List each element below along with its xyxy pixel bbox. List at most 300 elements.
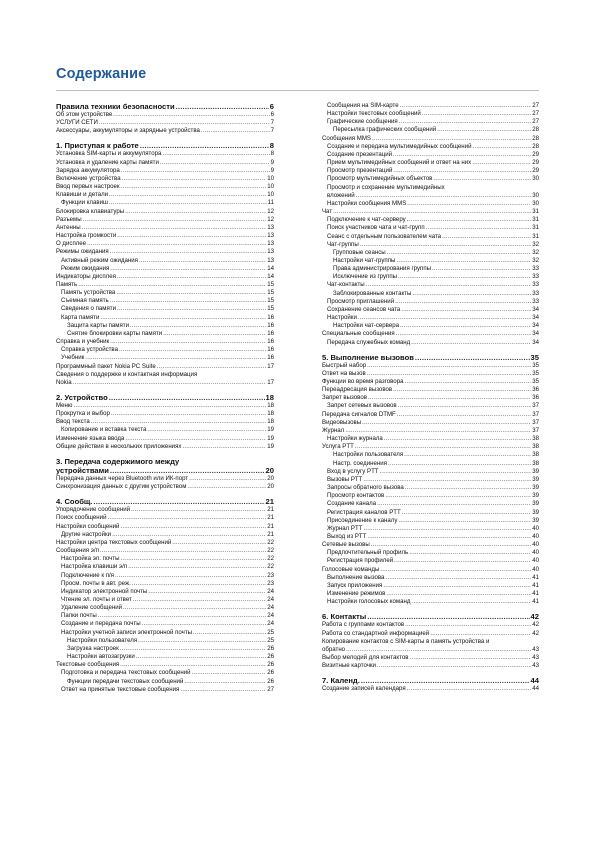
dot-leader xyxy=(396,257,531,265)
toc-page-number: 16 xyxy=(267,354,274,362)
dot-leader xyxy=(407,685,532,693)
toc-entry-title: Режим ожидания xyxy=(61,264,110,272)
dot-leader xyxy=(367,362,531,370)
dot-leader xyxy=(193,629,266,637)
toc-entry[interactable] xyxy=(322,370,539,378)
toc-entry[interactable] xyxy=(322,685,539,693)
toc-entry[interactable] xyxy=(322,290,539,298)
dot-leader xyxy=(187,483,266,491)
toc-page-number: 40 xyxy=(532,541,539,549)
toc-entry[interactable] xyxy=(322,159,539,167)
toc-entry-title: Справка и учебник xyxy=(56,338,110,346)
toc-entry[interactable] xyxy=(56,620,274,628)
toc-entry[interactable] xyxy=(56,483,274,491)
dot-leader xyxy=(119,346,266,354)
toc-page-number: 13 xyxy=(267,223,274,231)
toc-entry[interactable] xyxy=(322,257,539,265)
toc-entry-title: Настройки учетной записи электронной почты xyxy=(61,628,192,636)
toc-entry[interactable] xyxy=(322,533,539,541)
toc-entry[interactable] xyxy=(322,265,539,273)
toc-page-number: 24 xyxy=(267,604,274,612)
toc-entry[interactable] xyxy=(56,539,274,547)
toc-entry-title: Исключение из группы xyxy=(333,273,398,281)
toc-entry[interactable] xyxy=(322,427,539,435)
toc-entry[interactable] xyxy=(56,426,274,434)
dot-leader xyxy=(128,563,266,571)
toc-entry[interactable] xyxy=(322,509,539,517)
toc-page-number: 30 xyxy=(532,199,539,207)
toc-page-number: 20 xyxy=(267,474,274,482)
dot-leader xyxy=(121,167,270,175)
toc-page-number: 14 xyxy=(267,272,274,280)
toc-entry-title: Ответ на принятые текстовые сообщения xyxy=(61,685,180,693)
dot-leader xyxy=(122,175,267,183)
toc-entry[interactable] xyxy=(56,338,274,346)
toc-entry[interactable] xyxy=(56,629,274,637)
toc-entry[interactable] xyxy=(322,549,539,557)
toc-entry-title: Права администрирования группы xyxy=(333,265,432,273)
toc-entry-title: Предпочтительный профиль xyxy=(327,549,409,557)
toc-page-number: 27 xyxy=(532,102,539,109)
toc-entry[interactable] xyxy=(322,233,539,241)
toc-page-number: 22 xyxy=(267,555,274,563)
dot-leader xyxy=(138,637,266,645)
page-title: Содержание xyxy=(56,66,147,82)
toc-entry[interactable] xyxy=(322,322,539,330)
dot-leader xyxy=(130,322,266,330)
toc-entry[interactable] xyxy=(322,566,539,574)
toc-page-number: 39 xyxy=(532,500,539,508)
toc-entry-title: Сообщения MMS xyxy=(322,134,371,142)
toc-entry[interactable] xyxy=(322,443,539,451)
toc-entry-title: Индикаторы дисплея xyxy=(56,272,116,280)
toc-entry[interactable] xyxy=(322,590,539,598)
dot-leader xyxy=(426,224,532,232)
dot-leader xyxy=(422,110,531,118)
toc-entry-title: Просмотр мультимедийных объектов xyxy=(327,175,433,183)
dot-leader xyxy=(394,557,531,565)
toc-entry-title: Изменение языка ввода xyxy=(56,434,125,442)
toc-entry[interactable] xyxy=(56,281,274,289)
toc-entry[interactable] xyxy=(322,638,539,654)
toc-entry[interactable] xyxy=(322,411,539,419)
toc-entry-title: Просмотр контактов xyxy=(327,492,385,500)
toc-chapter-entry[interactable] xyxy=(56,141,274,150)
dot-leader xyxy=(385,574,531,582)
dot-leader xyxy=(109,393,265,402)
toc-entry[interactable] xyxy=(322,525,539,533)
toc-chapter-entry[interactable] xyxy=(322,676,539,685)
dot-leader xyxy=(131,506,266,514)
toc-entry[interactable] xyxy=(56,435,274,443)
toc-entry[interactable] xyxy=(56,410,274,418)
dot-leader xyxy=(73,402,266,410)
toc-entry[interactable] xyxy=(56,645,274,653)
dot-leader xyxy=(368,394,531,402)
toc-entry-title: 7. Календ. xyxy=(322,676,360,686)
toc-entry[interactable] xyxy=(56,232,274,240)
dot-leader xyxy=(411,598,531,606)
toc-entry-title: Синхронизация данных с другим устройством xyxy=(56,483,187,491)
toc-entry[interactable] xyxy=(322,273,539,281)
toc-entry-title: Настройка эл. почты xyxy=(61,555,120,563)
toc-entry[interactable] xyxy=(322,378,539,386)
toc-entry-title: Голосовые команды xyxy=(322,565,380,573)
dot-leader xyxy=(110,338,266,346)
toc-entry[interactable] xyxy=(56,637,274,645)
toc-entry-title: Сеанс с отдельным пользователем чата xyxy=(327,232,442,240)
toc-entry[interactable] xyxy=(56,167,274,175)
dot-leader xyxy=(163,330,266,338)
toc-entry[interactable] xyxy=(56,305,274,313)
toc-entry[interactable] xyxy=(322,126,539,134)
dot-leader xyxy=(356,192,532,200)
dot-leader xyxy=(91,418,266,426)
dot-leader xyxy=(361,676,530,685)
toc-page-number: 17 xyxy=(267,378,274,386)
toc-entry-title: Ввод первых настроек xyxy=(56,183,120,191)
toc-entry[interactable] xyxy=(322,621,539,629)
toc-entry-title: Выбор мелодий для контактов xyxy=(322,654,409,661)
toc-entry[interactable] xyxy=(56,418,274,426)
toc-entry[interactable] xyxy=(322,476,539,484)
toc-chapter-entry[interactable] xyxy=(56,102,274,111)
toc-entry[interactable] xyxy=(322,460,539,468)
toc-page-number: 7 xyxy=(270,127,274,135)
toc-entry-title: 6. Контакты xyxy=(322,612,367,622)
toc-entry-title: Сообщения э/п xyxy=(56,547,99,555)
toc-column-left xyxy=(56,102,274,694)
dot-leader xyxy=(380,566,531,574)
toc-entry[interactable] xyxy=(56,580,274,588)
toc-page-number: 37 xyxy=(532,410,539,418)
dot-leader xyxy=(442,233,531,241)
toc-page-number: 12 xyxy=(267,215,274,223)
toc-entry[interactable] xyxy=(322,135,539,143)
dot-leader xyxy=(78,281,266,289)
toc-entry[interactable] xyxy=(322,582,539,590)
toc-entry[interactable] xyxy=(56,475,274,483)
toc-entry[interactable] xyxy=(322,500,539,508)
toc-page-number: 41 xyxy=(532,590,539,598)
dot-leader xyxy=(120,523,266,531)
toc-entry[interactable] xyxy=(56,150,274,158)
toc-entry[interactable] xyxy=(56,346,274,354)
toc-entry[interactable] xyxy=(56,686,274,694)
toc-entry-title: Индикатор электронной почты xyxy=(61,587,148,595)
toc-entry[interactable] xyxy=(322,167,539,175)
dot-leader xyxy=(399,118,532,126)
toc-entry[interactable] xyxy=(322,484,539,492)
toc-entry[interactable] xyxy=(56,523,274,531)
dot-leader xyxy=(176,102,269,111)
dot-leader xyxy=(116,289,266,297)
toc-entry[interactable] xyxy=(56,111,274,119)
toc-page-number: 8 xyxy=(269,141,274,151)
toc-page-number: 24 xyxy=(267,612,274,620)
toc-entry[interactable] xyxy=(56,265,274,273)
toc-page-number: 18 xyxy=(265,393,274,402)
toc-entry-title: Удаление сообщений xyxy=(61,604,123,612)
toc-entry-title: Настройки автозагрузки xyxy=(67,653,135,661)
toc-entry[interactable] xyxy=(56,314,274,322)
toc-entry-title: Создание записей календаря xyxy=(322,685,406,693)
toc-entry[interactable] xyxy=(322,394,539,402)
toc-entry-title: Подключение к п/я xyxy=(61,571,114,579)
dot-leader xyxy=(400,102,532,110)
toc-entry[interactable] xyxy=(56,443,274,451)
toc-chapter-entry[interactable] xyxy=(56,497,274,506)
dot-leader xyxy=(387,249,532,257)
toc-entry[interactable] xyxy=(56,661,274,669)
toc-entry[interactable] xyxy=(56,371,274,387)
toc-entry[interactable] xyxy=(56,555,274,563)
title-divider xyxy=(56,90,539,91)
toc-entry[interactable] xyxy=(322,216,539,224)
toc-entry-title: Блокировка клавиатуры xyxy=(56,207,125,215)
toc-page-number: 23 xyxy=(267,571,274,579)
toc-entry[interactable] xyxy=(56,224,274,232)
toc-page-number: 26 xyxy=(267,677,274,685)
dot-leader xyxy=(160,159,270,167)
toc-entry[interactable] xyxy=(56,330,274,338)
toc-entry-title: Настройки чат-сервера xyxy=(333,322,399,330)
toc-entry-title: Настройка громкости xyxy=(56,232,117,240)
toc-entry[interactable] xyxy=(322,402,539,410)
toc-entry[interactable] xyxy=(56,547,274,555)
toc-entry[interactable] xyxy=(322,662,539,670)
toc-entry[interactable] xyxy=(322,184,539,200)
toc-entry-title: Услуга PTT xyxy=(322,443,354,451)
toc-entry[interactable] xyxy=(56,363,274,371)
dot-leader xyxy=(432,265,531,273)
toc-entry[interactable] xyxy=(322,386,539,394)
toc-entry[interactable] xyxy=(322,517,539,525)
toc-entry-title: Ответ на вызов xyxy=(322,369,366,377)
toc-chapter-entry[interactable] xyxy=(322,612,539,621)
toc-entry-title: Сетевые вызовы xyxy=(322,541,370,549)
toc-entry[interactable] xyxy=(56,588,274,596)
dot-leader xyxy=(201,127,270,135)
dot-leader xyxy=(355,443,531,451)
toc-entry[interactable] xyxy=(322,224,539,232)
toc-entry-title: 3. Передача содержимого между xyxy=(56,456,180,466)
dot-leader xyxy=(407,216,532,224)
toc-entry-title: Режимы ожидания xyxy=(56,248,109,256)
toc-entry[interactable] xyxy=(56,604,274,612)
dot-leader xyxy=(107,514,266,522)
toc-entry-title: Переадресация вызовов xyxy=(322,386,393,394)
toc-entry[interactable] xyxy=(322,330,539,338)
toc-entry[interactable] xyxy=(56,175,274,183)
toc-entry[interactable] xyxy=(56,322,274,330)
toc-entry[interactable] xyxy=(322,654,539,662)
toc-page-number: 38 xyxy=(532,451,539,459)
toc-entry-title: Другие настройки xyxy=(61,530,112,538)
toc-entry-title: Визитные карточки xyxy=(322,662,376,670)
toc-page-number: 27 xyxy=(267,685,274,693)
toc-entry-title: Функции во время разговора xyxy=(322,378,404,385)
toc-entry[interactable] xyxy=(322,208,539,216)
toc-entry-title: Настр. соединения xyxy=(333,459,387,467)
dot-leader xyxy=(388,460,531,468)
toc-page-number: 39 xyxy=(532,475,539,483)
toc-entry[interactable] xyxy=(322,298,539,306)
toc-entry-title: Программный пакет Nokia PC Suite xyxy=(56,362,156,370)
toc-entry-title: Групповые сеансы xyxy=(333,248,386,256)
dot-leader xyxy=(393,386,531,394)
toc-entry-title: Прокрутка и выбор xyxy=(56,410,110,418)
toc-entry-title: Быстрый набор xyxy=(322,361,367,369)
dot-leader xyxy=(100,547,266,555)
toc-page-number: 38 xyxy=(532,459,539,467)
dot-leader xyxy=(110,297,267,305)
toc-entry[interactable] xyxy=(322,249,539,257)
toc-entry[interactable] xyxy=(322,362,539,370)
toc-entry[interactable] xyxy=(322,630,539,638)
toc-page-number: 40 xyxy=(532,557,539,565)
toc-entry[interactable] xyxy=(322,175,539,183)
toc-entry[interactable] xyxy=(322,306,539,314)
toc-entry-title: Копирование и вставка текста xyxy=(61,426,147,434)
toc-entry[interactable] xyxy=(56,653,274,661)
toc-entry-title: Подготовка и передача текстовых сообщений xyxy=(61,669,191,677)
dot-leader xyxy=(396,330,532,338)
toc-page-number: 17 xyxy=(267,362,274,370)
toc-entry[interactable] xyxy=(56,354,274,362)
toc-entry-title-cont: устройствами xyxy=(56,465,109,475)
toc-entry[interactable] xyxy=(56,402,274,410)
toc-page-number: 18 xyxy=(267,410,274,418)
toc-page-number: 25 xyxy=(267,636,274,644)
dot-leader xyxy=(140,141,269,150)
dot-leader xyxy=(407,200,531,208)
toc-entry[interactable] xyxy=(56,240,274,248)
toc-page-number: 24 xyxy=(267,587,274,595)
toc-entry[interactable] xyxy=(56,572,274,580)
toc-entry[interactable] xyxy=(322,574,539,582)
toc-page-number: 13 xyxy=(267,232,274,240)
toc-chapter-entry[interactable] xyxy=(56,457,274,475)
dot-leader xyxy=(109,199,267,207)
toc-entry[interactable] xyxy=(56,183,274,191)
dot-leader xyxy=(121,183,267,191)
toc-entry[interactable] xyxy=(56,273,274,281)
toc-entry[interactable] xyxy=(322,451,539,459)
toc-entry[interactable] xyxy=(322,200,539,208)
toc-page-number: 27 xyxy=(532,110,539,118)
toc-entry[interactable] xyxy=(56,191,274,199)
dot-leader xyxy=(400,322,531,330)
toc-entry[interactable] xyxy=(322,241,539,249)
toc-entry-title: Создание и передача мультимедийных сообщений xyxy=(327,142,472,150)
toc-entry-title: Регистрация профилей xyxy=(327,557,394,565)
toc-entry[interactable] xyxy=(322,281,539,289)
toc-page-number: 40 xyxy=(532,565,539,573)
toc-entry-title: Учебник xyxy=(61,354,85,362)
toc-entry[interactable] xyxy=(56,248,274,256)
toc-entry[interactable] xyxy=(56,257,274,265)
toc-entry-title: Создание презентаций xyxy=(327,150,393,158)
dot-leader xyxy=(360,241,532,249)
toc-entry[interactable] xyxy=(56,596,274,604)
toc-page-number: 37 xyxy=(532,418,539,426)
toc-entry[interactable] xyxy=(56,531,274,539)
toc-chapter-entry[interactable] xyxy=(322,353,539,362)
toc-page-number: 34 xyxy=(532,322,539,330)
toc-page-number: 16 xyxy=(267,338,274,346)
toc-entry-title: Видеовызовы xyxy=(322,418,362,426)
toc-entry[interactable] xyxy=(56,612,274,620)
toc-entry[interactable] xyxy=(322,541,539,549)
toc-entry[interactable] xyxy=(56,208,274,216)
dot-leader xyxy=(172,539,266,547)
dot-leader xyxy=(377,500,531,508)
toc-page-number: 37 xyxy=(532,402,539,410)
toc-entry-title: Настройки сообщения MMS xyxy=(327,199,407,207)
toc-entry[interactable] xyxy=(56,199,274,207)
dot-leader xyxy=(363,525,531,533)
toc-entry-title: Защита карты памяти xyxy=(67,321,129,329)
dot-leader xyxy=(367,370,531,378)
toc-page-number: 10 xyxy=(267,174,274,182)
toc-entry-title: Меню xyxy=(56,402,73,409)
toc-entry[interactable] xyxy=(56,119,274,127)
dot-leader xyxy=(111,410,266,418)
toc-entry[interactable] xyxy=(322,151,539,159)
toc-page-number: 42 xyxy=(532,621,539,629)
toc-page-number: 38 xyxy=(532,435,539,443)
toc-entry[interactable] xyxy=(56,127,274,135)
toc-entry[interactable] xyxy=(56,669,274,677)
toc-entry[interactable] xyxy=(56,289,274,297)
toc-entry[interactable] xyxy=(322,598,539,606)
toc-entry[interactable] xyxy=(56,678,274,686)
toc-entry[interactable] xyxy=(322,110,539,118)
dot-leader xyxy=(384,435,531,443)
toc-entry[interactable] xyxy=(322,143,539,151)
toc-entry[interactable] xyxy=(322,557,539,565)
dot-leader xyxy=(398,402,532,410)
toc-entry[interactable] xyxy=(56,506,274,514)
toc-entry[interactable] xyxy=(56,514,274,522)
toc-entry[interactable] xyxy=(322,468,539,476)
dot-leader xyxy=(100,314,266,322)
toc-entry-title: Пересылка графических сообщений xyxy=(333,126,437,134)
toc-entry-title: Журнал PTT xyxy=(327,524,363,532)
dot-leader xyxy=(120,661,266,669)
dot-leader xyxy=(147,426,266,434)
toc-entry[interactable] xyxy=(56,297,274,305)
toc-entry-title: Поиск участников чата и чат-групп xyxy=(327,224,425,232)
dot-leader xyxy=(93,497,264,506)
toc-entry[interactable] xyxy=(322,102,539,110)
toc-entry[interactable] xyxy=(322,118,539,126)
toc-entry[interactable] xyxy=(322,314,539,322)
toc-chapter-entry[interactable] xyxy=(56,393,274,402)
toc-entry-title: Память устройства xyxy=(61,289,116,297)
toc-page-number: 21 xyxy=(267,522,274,530)
toc-entry[interactable] xyxy=(322,419,539,427)
toc-entry[interactable] xyxy=(322,435,539,443)
toc-page-number: 44 xyxy=(530,676,539,686)
toc-entry[interactable] xyxy=(322,492,539,500)
toc-entry[interactable] xyxy=(56,563,274,571)
dot-leader xyxy=(371,541,531,549)
toc-entry[interactable] xyxy=(322,339,539,347)
toc-entry[interactable] xyxy=(56,159,274,167)
toc-entry[interactable] xyxy=(56,216,274,224)
